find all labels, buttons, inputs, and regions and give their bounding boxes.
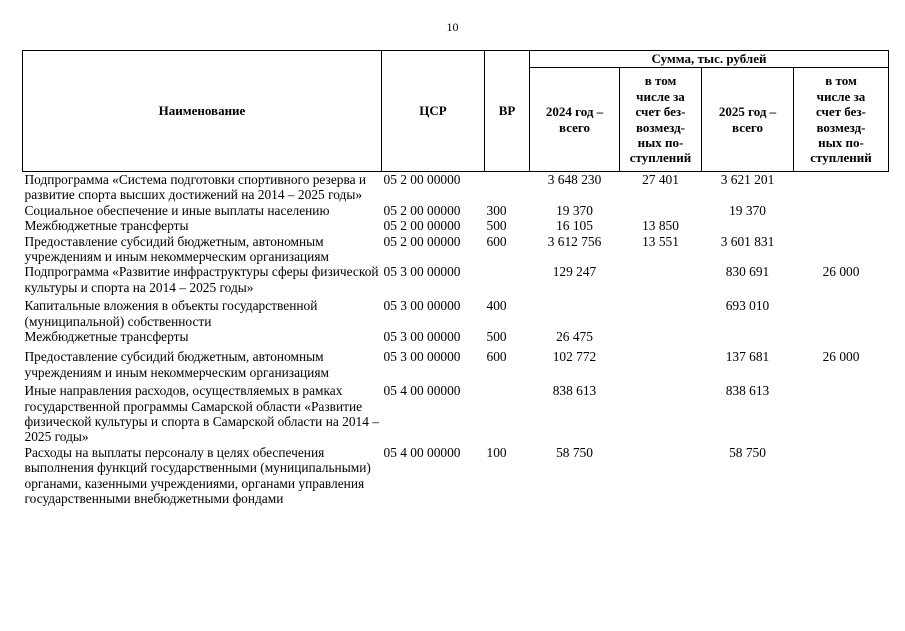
table-row xyxy=(23,298,889,329)
table-row xyxy=(23,329,889,349)
header-2025-total: 2025 год – всего xyxy=(702,68,794,172)
row-csr: 05 2 00 00000 xyxy=(383,218,461,234)
table-header xyxy=(23,51,889,172)
table-row xyxy=(23,203,889,218)
row-2025-grants xyxy=(794,203,889,218)
row-2025-total xyxy=(702,329,794,349)
table-row xyxy=(23,264,889,298)
row-2025-total: 830 691 xyxy=(725,264,770,280)
row-csr: 05 2 00 00000 xyxy=(383,172,461,187)
row-2025-total xyxy=(702,218,794,233)
row-2025-total: 137 681 xyxy=(725,349,770,365)
table-row xyxy=(23,218,889,233)
row-name: Иные направления расходов, осуществляемых в рамках государственной программы Самарской области «Развитие физической культуры и спорта в Самарской области на 2014 – 2025 годы» xyxy=(24,383,379,445)
table-row xyxy=(23,349,889,383)
row-2025-grants xyxy=(794,383,889,445)
row-2025-total: 3 621 201 xyxy=(720,172,775,187)
row-csr: 05 2 00 00000 xyxy=(383,233,461,249)
row-name: Предоставление субсидий бюджетным, автономным учреждениям и иным некоммерческим организациям xyxy=(24,349,329,380)
table-row xyxy=(23,383,889,445)
row-vr xyxy=(485,383,530,445)
row-2024-grants xyxy=(620,349,702,383)
header-2024-grants: в том числе за счет без- возмезд- ных по- ступлений xyxy=(620,68,702,172)
row-csr: 05 2 00 00000 xyxy=(383,202,461,218)
row-2024-grants xyxy=(620,329,702,349)
row-vr: 600 xyxy=(486,233,507,249)
row-vr: 500 xyxy=(486,329,507,345)
row-2025-total: 19 370 xyxy=(729,202,766,218)
row-2024-total: 3 612 756 xyxy=(547,233,602,249)
table-row xyxy=(23,445,889,507)
row-2024-grants xyxy=(620,445,702,507)
row-name: Межбюджетные трансферты xyxy=(24,218,189,234)
row-2025-grants xyxy=(794,298,889,329)
header-name: Наименование xyxy=(23,51,382,172)
row-csr: 05 3 00 00000 xyxy=(383,329,461,345)
table-row xyxy=(23,234,889,265)
row-vr: 300 xyxy=(486,202,507,218)
row-vr: 600 xyxy=(486,349,507,365)
header-vr: ВР xyxy=(485,51,530,172)
row-2024-total: 3 648 230 xyxy=(547,172,602,187)
row-2025-grants xyxy=(794,329,889,349)
row-csr: 05 4 00 00000 xyxy=(383,383,461,399)
row-vr: 500 xyxy=(486,218,507,234)
row-name: Социальное обеспечение и иные выплаты населению xyxy=(24,202,330,218)
row-csr: 05 3 00 00000 xyxy=(383,264,461,280)
row-2024-grants: 13 551 xyxy=(642,233,679,249)
row-2025-grants: 26 000 xyxy=(822,349,860,365)
row-2024-grants xyxy=(620,383,702,445)
row-2024-total: 102 772 xyxy=(552,349,597,365)
row-vr: 100 xyxy=(486,444,507,460)
row-2024-grants: 13 850 xyxy=(642,218,679,234)
row-2025-grants: 26 000 xyxy=(822,264,860,280)
budget-table xyxy=(22,50,889,507)
row-2025-grants xyxy=(794,234,889,265)
row-2024-grants xyxy=(620,203,702,218)
row-name: Межбюджетные трансферты xyxy=(24,329,189,345)
row-name: Подпрограмма «Система подготовки спортивного резерва и развитие спорта высших достижений на 2014 – 2025 годы» xyxy=(24,172,367,203)
row-2025-total: 693 010 xyxy=(725,298,770,314)
row-csr: 05 3 00 00000 xyxy=(383,298,461,314)
row-csr: 05 4 00 00000 xyxy=(383,444,461,460)
row-2024-total: 58 750 xyxy=(556,444,593,460)
row-name: Подпрограмма «Развитие инфраструктуры сферы физической культуры и спорта на 2014 – 2025 годы» xyxy=(24,264,379,295)
row-2024-grants xyxy=(620,298,702,329)
row-vr: 400 xyxy=(486,298,507,314)
row-vr xyxy=(485,172,530,203)
row-2024-total: 19 370 xyxy=(556,202,593,218)
row-csr: 05 3 00 00000 xyxy=(383,349,461,365)
row-vr xyxy=(485,264,530,298)
table-body xyxy=(23,172,889,507)
row-2024-total: 26 475 xyxy=(556,329,593,345)
row-2024-total: 129 247 xyxy=(552,264,597,280)
row-2025-grants xyxy=(794,445,889,507)
row-name: Расходы на выплаты персоналу в целях обеспечения выполнения функций государственными (муниципальными) органами, казенными учреждениями, органами управления государственными внебюджетными фондами xyxy=(24,444,371,507)
row-name: Капитальные вложения в объекты государственной (муниципальной) собственности xyxy=(24,298,318,329)
row-2024-grants: 27 401 xyxy=(642,172,679,187)
row-2024-total xyxy=(530,298,620,329)
row-name: Предоставление субсидий бюджетным, автономным учреждениям и иным некоммерческим организациям xyxy=(24,233,329,265)
row-2025-grants xyxy=(794,218,889,233)
header-csr: ЦСР xyxy=(382,51,485,172)
row-2025-total: 838 613 xyxy=(725,383,770,399)
row-2025-grants xyxy=(794,172,889,203)
row-2024-total: 16 105 xyxy=(556,218,593,234)
header-2024-total: 2024 год – всего xyxy=(530,68,620,172)
header-sum-group: Сумма, тыс. рублей xyxy=(530,51,889,68)
header-2025-grants: в том числе за счет без- возмезд- ных по- ступлений xyxy=(794,68,889,172)
row-2024-total: 838 613 xyxy=(552,383,597,399)
row-2025-total: 58 750 xyxy=(729,444,766,460)
row-2025-total: 3 601 831 xyxy=(720,233,775,249)
row-2024-grants xyxy=(620,264,702,298)
page-number: 10 xyxy=(446,20,459,34)
table-row xyxy=(23,172,889,203)
